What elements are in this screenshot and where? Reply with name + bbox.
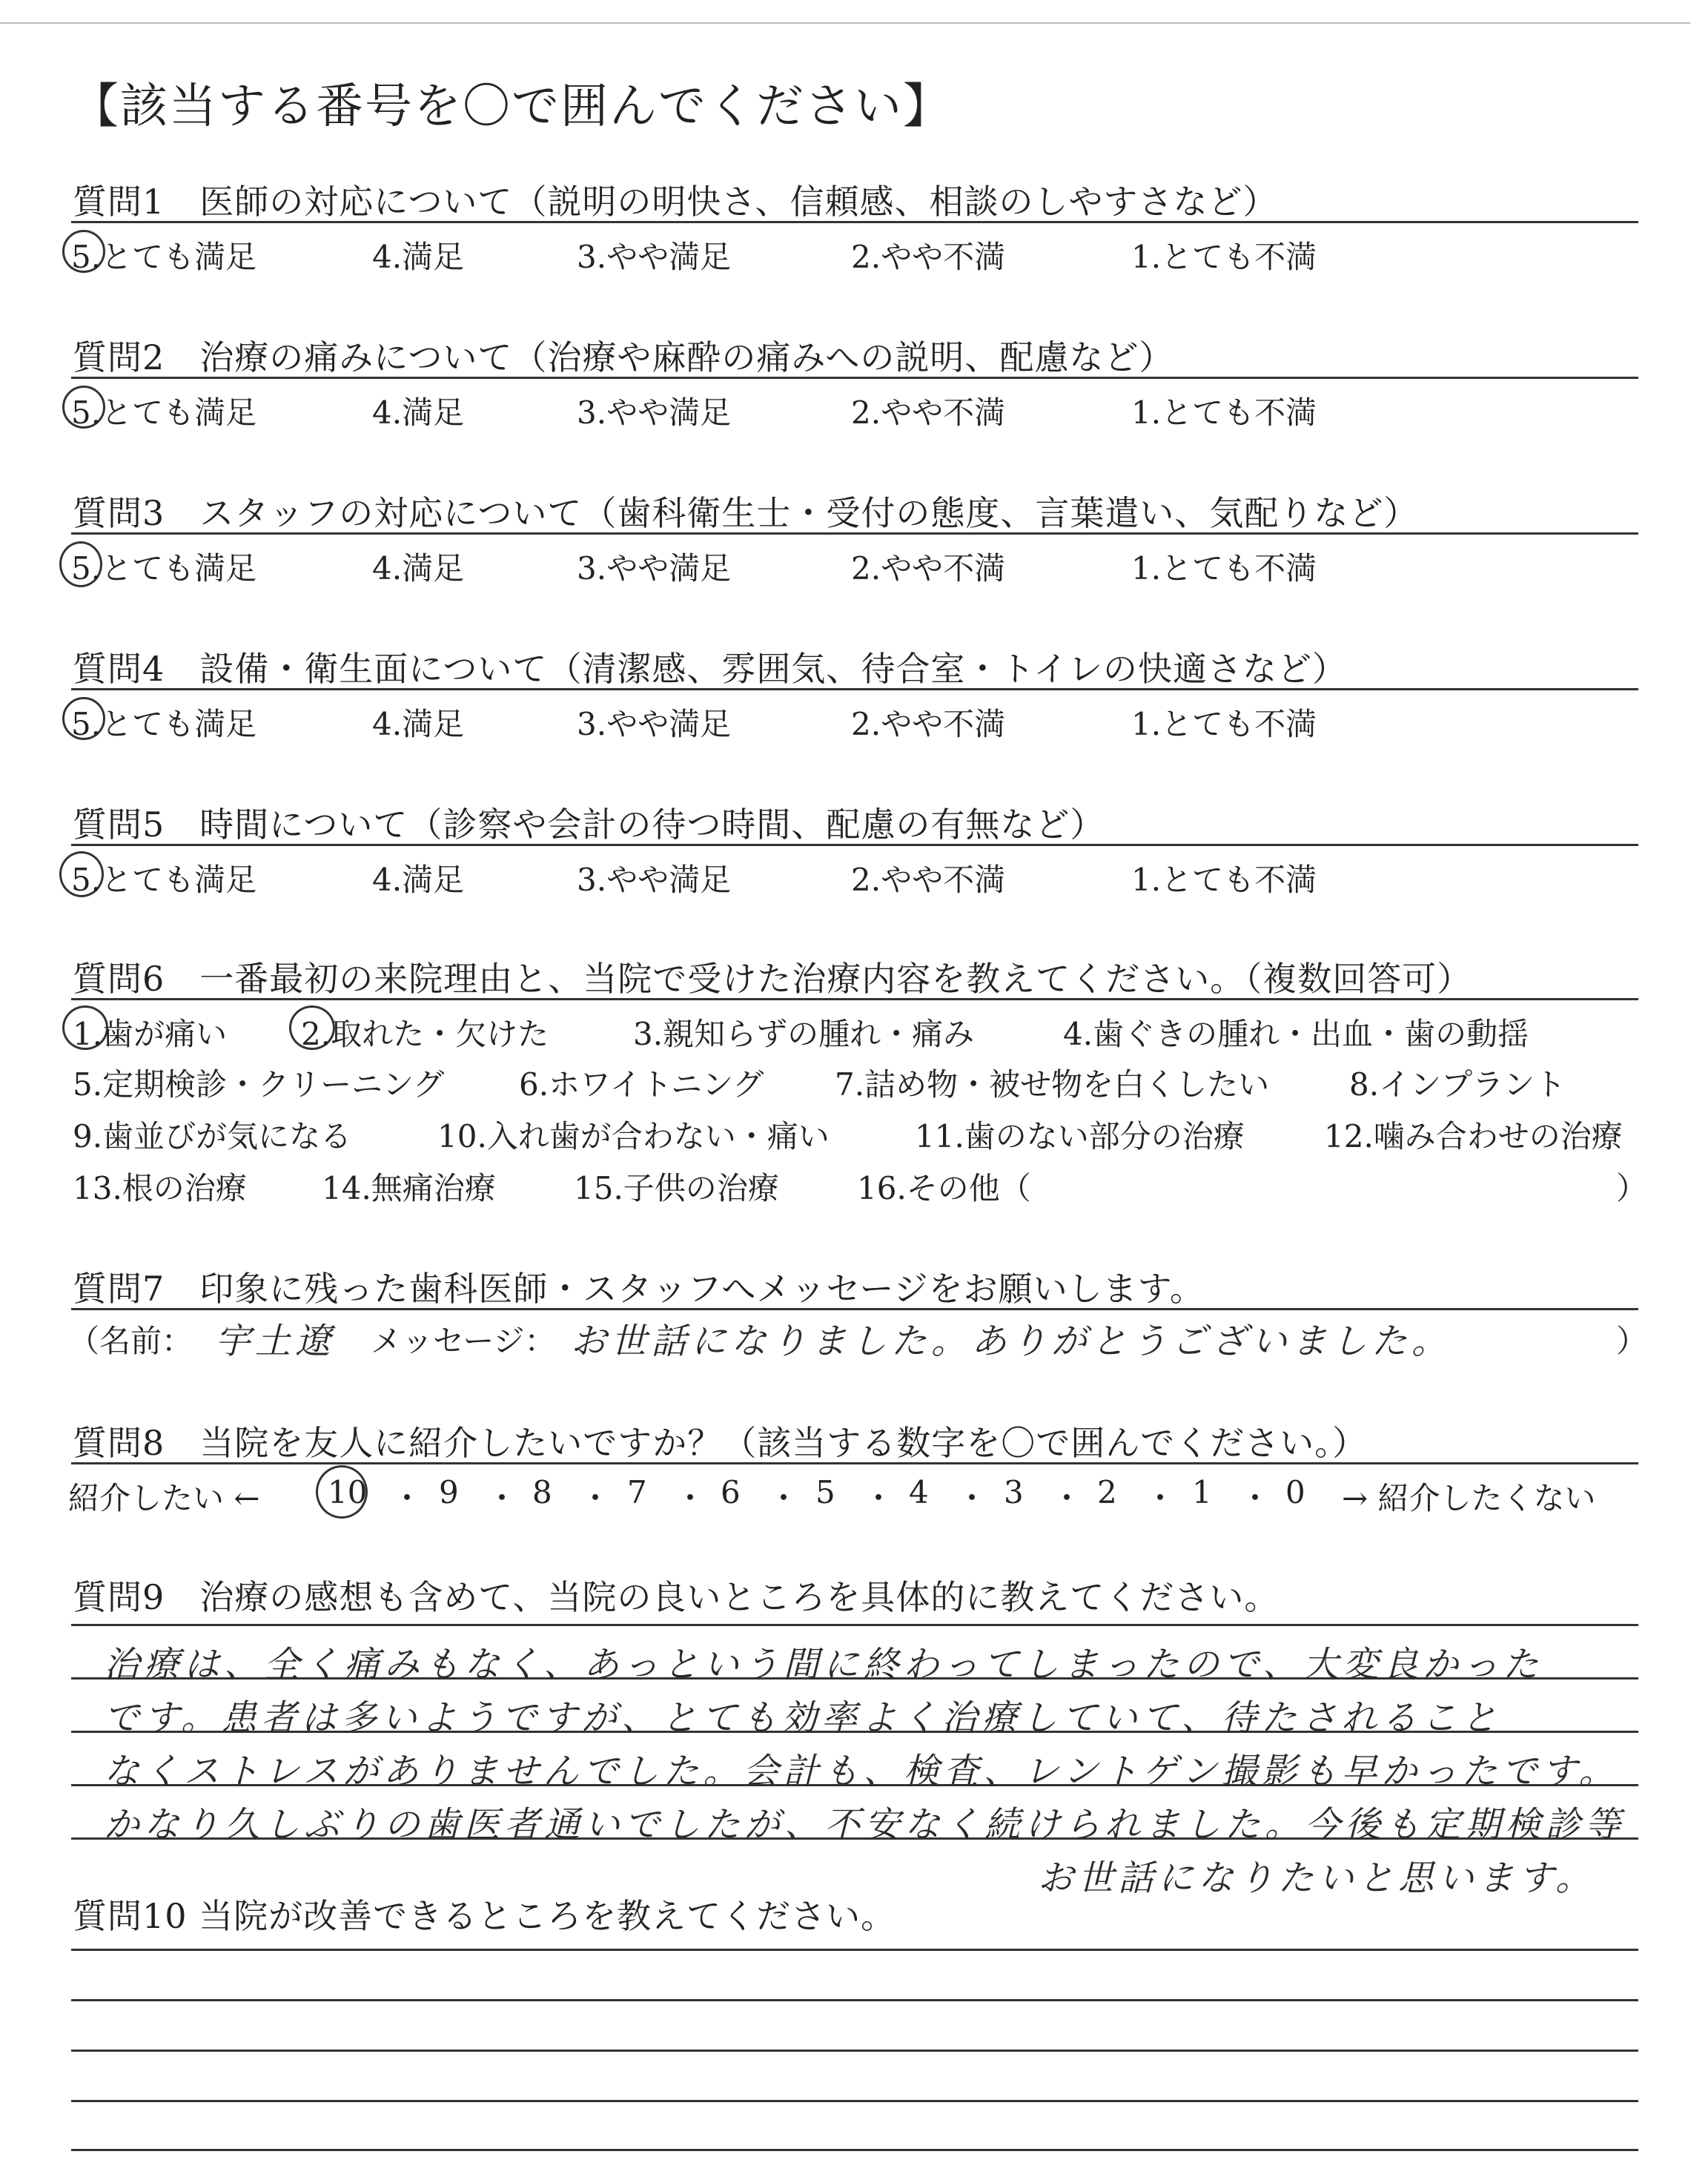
option-1[interactable]: 1.とても不満 [1131,550,1317,587]
question-title: 質問6 一番最初の来院理由と、当院で受けた治療内容を教えてください。（複数回答可） [73,959,1472,999]
scale-separator: ・ [1145,1480,1176,1516]
reason-option[interactable]: 13.根の治療 [73,1170,247,1206]
question-title: 質問9 治療の感想も含めて、当院の良いところを具体的に教えてください。 [73,1577,1280,1617]
answer-line-text: かなり久しぶりの歯医者通いでしたが、不安なく続けられました。今後も定期検診等 [104,1804,1626,1846]
scale-value-10[interactable]: 10 [328,1474,368,1510]
option-2[interactable]: 2.やや不満 [851,706,1006,742]
message-value[interactable]: お世話になりました。ありがとうございました。 [571,1321,1452,1362]
answer-line-text: なくストレスがありませんでした。会計も、検査、レントゲン撮影も早かったです。 [104,1751,1619,1792]
option-4[interactable]: 4.満足 [372,862,465,898]
reason-option[interactable]: 6.ホワイトニング [519,1066,764,1103]
option-5[interactable]: 5.とても満足 [71,862,257,898]
option-4[interactable]: 4.満足 [372,394,465,431]
option-4[interactable]: 4.満足 [372,706,465,742]
question-title: 質問8 当院を友人に紹介したいですか？（該当する数字を〇で囲んでください。） [73,1423,1368,1463]
divider [71,844,1638,846]
option-2[interactable]: 2.やや不満 [851,239,1006,275]
reason-option[interactable]: 1.歯が痛い [73,1016,228,1052]
option-3[interactable]: 3.やや満足 [577,706,732,742]
name-value[interactable]: 宇土遼 [215,1321,336,1362]
divider [71,998,1638,1000]
reason-option[interactable]: 10.入れ歯が合わない・痛い [437,1118,830,1155]
scale-value-0[interactable]: 0 [1285,1474,1305,1510]
scale-separator: ・ [863,1480,895,1516]
question-title: 質問3 スタッフの対応について（歯科衛生士・受付の態度、言葉遣い、気配りなど） [73,493,1419,533]
reason-option[interactable]: 12.噛み合わせの治療 [1324,1118,1623,1155]
question-title: 質問4 設備・衛生面について（清潔感、雰囲気、待合室・トイレの快適さなど） [73,649,1348,689]
answer-line-text: 治療は、全く痛みもなく、あっという間に終わってしまったので、大変良かった [104,1644,1543,1685]
option-3[interactable]: 3.やや満足 [577,239,732,275]
scale-value-3[interactable]: 3 [1004,1474,1024,1510]
scale-value-6[interactable]: 6 [721,1474,741,1510]
name-label: （名前： [68,1323,193,1359]
option-5[interactable]: 5.とても満足 [71,394,257,431]
option-5[interactable]: 5.とても満足 [71,706,257,742]
option-2[interactable]: 2.やや不満 [851,394,1006,431]
scale-value-1[interactable]: 1 [1192,1474,1212,1510]
answer-line[interactable] [71,1999,1638,2001]
reason-option[interactable]: 15.子供の治療 [574,1170,779,1206]
option-4[interactable]: 4.満足 [372,550,465,587]
reason-option[interactable]: 8.インプラント [1349,1066,1566,1103]
option-5[interactable]: 5.とても満足 [71,239,257,275]
scale-separator: ・ [486,1480,518,1516]
scale-value-2[interactable]: 2 [1097,1474,1117,1510]
divider [71,1462,1638,1464]
scale-value-5[interactable]: 5 [815,1474,835,1510]
scale-right-label: → 紹介したくない [1342,1480,1596,1516]
answer-line [71,1624,1638,1626]
option-1[interactable]: 1.とても不満 [1131,239,1317,275]
divider [71,377,1638,379]
reason-option[interactable]: 5.定期検診・クリーニング [73,1066,445,1103]
question-title: 質問7 印象に残った歯科医師・スタッフへメッセージをお願いします。 [73,1269,1205,1309]
divider [71,1308,1638,1310]
divider [71,688,1638,690]
option-3[interactable]: 3.やや満足 [577,550,732,587]
scale-separator: ・ [391,1480,423,1516]
divider [71,532,1638,535]
reason-option[interactable]: 7.詰め物・被せ物を白くしたい [835,1066,1270,1103]
reason-option[interactable]: 3.親知らずの腫れ・痛み [633,1016,975,1052]
question-title: 質問1 医師の対応について（説明の明快さ、信頼感、相談のしやすさなど） [73,182,1278,222]
scale-value-4[interactable]: 4 [909,1474,929,1510]
message-close-paren: ） [1616,1323,1648,1359]
answer-line[interactable] [71,2149,1638,2151]
question-title: 質問5 時間について（診察や会計の待つ時間、配慮の有無など） [73,805,1105,845]
option-2[interactable]: 2.やや不満 [851,862,1006,898]
reason-option[interactable]: 9.歯並びが気になる [73,1118,352,1155]
answer-line-text: お世話になりたいと思います。 [1038,1857,1596,1899]
option-1[interactable]: 1.とても不満 [1131,862,1317,898]
option-4[interactable]: 4.満足 [372,239,465,275]
page-header: 【該当する番号を〇で囲んでください】 [71,79,952,134]
reason-option[interactable]: 11.歯のない部分の治療 [915,1118,1245,1155]
answer-line[interactable] [71,2050,1638,2052]
page-top-border [0,22,1690,24]
divider [71,221,1638,223]
answer-line[interactable] [71,2100,1638,2102]
option-3[interactable]: 3.やや満足 [577,394,732,431]
option-2[interactable]: 2.やや不満 [851,550,1006,587]
option-1[interactable]: 1.とても不満 [1131,706,1317,742]
reason-option[interactable]: 4.歯ぐきの腫れ・出血・歯の動揺 [1063,1016,1529,1052]
other-close-paren: ） [1616,1170,1648,1206]
scale-value-9[interactable]: 9 [439,1474,459,1510]
scale-separator: ・ [1239,1480,1271,1516]
reason-option-other[interactable]: 16.その他（ [857,1170,1031,1206]
scale-separator: ・ [768,1480,800,1516]
answer-line[interactable] [71,1949,1638,1951]
scale-separator: ・ [580,1480,612,1516]
answer-line-text: です。患者は多いようですが、とても効率よく治療していて、待たされること [104,1697,1502,1739]
scale-separator: ・ [675,1480,706,1516]
option-5[interactable]: 5.とても満足 [71,550,257,587]
option-1[interactable]: 1.とても不満 [1131,394,1317,431]
reason-option[interactable]: 14.無痛治療 [322,1170,496,1206]
question-title: 質問2 治療の痛みについて（治療や麻酔の痛みへの説明、配慮など） [73,337,1174,377]
reason-option[interactable]: 2.取れた・欠けた [301,1016,549,1052]
scale-left-label: 紹介したい ← [68,1480,260,1516]
scale-value-8[interactable]: 8 [532,1474,552,1510]
scale-value-7[interactable]: 7 [627,1474,647,1510]
scale-separator: ・ [956,1480,988,1516]
question-title: 質問10 当院が改善できるところを教えてください。 [73,1896,896,1936]
scale-separator: ・ [1051,1480,1083,1516]
option-3[interactable]: 3.やや満足 [577,862,732,898]
message-label: メッセージ： [371,1323,556,1359]
